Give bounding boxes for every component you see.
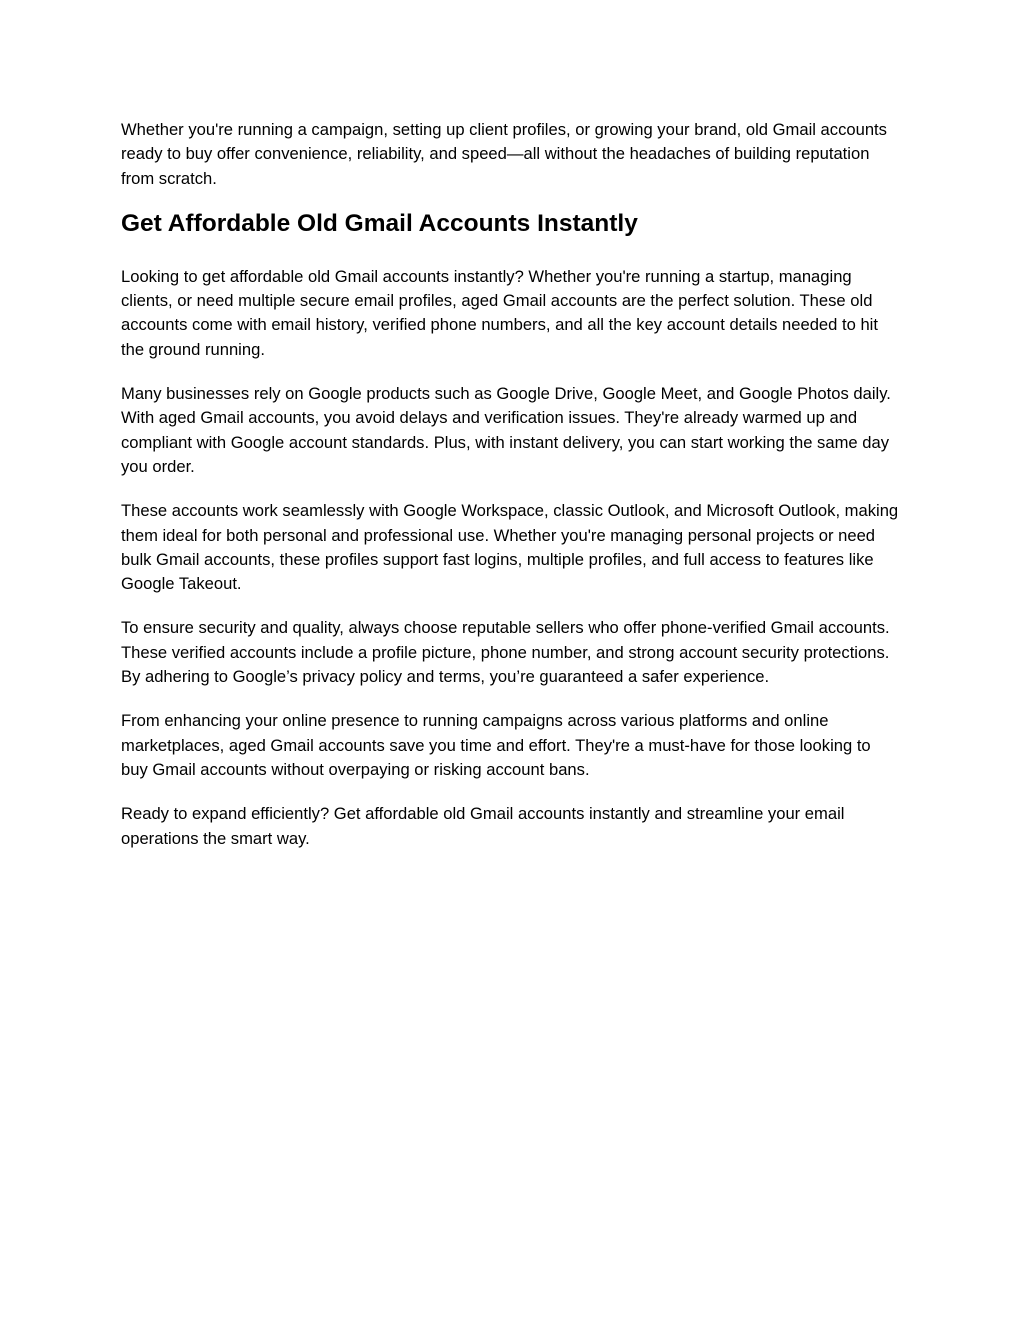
intro-paragraph: Whether you're running a campaign, setting up client profiles, or growing your brand, old Gmail accounts ready to buy offer convenience, reliability, and speed—all without the headaches of building reputation from scratch.	[121, 120, 887, 188]
section-heading: Get Affordable Old Gmail Accounts Instantly	[121, 209, 638, 237]
document-page	[121, 118, 901, 871]
body-paragraph-2: Many businesses rely on Google products such as Google Drive, Google Meet, and Google Photos daily. With aged Gmail accounts, you avoid delays and verification issues. They're already warmed up and compliant with Google account standards. Plus, with instant delivery, you can start working the same day you order.	[121, 384, 891, 476]
body-paragraph-4: To ensure security and quality, always choose reputable sellers who offer phone-verified Gmail accounts. These verified accounts include a profile picture, phone number, and strong account security protections. By adhering to Google’s privacy policy and terms, you’re guaranteed a safer experience.	[121, 618, 890, 687]
body-paragraph-1: Looking to get affordable old Gmail accounts instantly? Whether you're running a startup, managing clients, or need multiple secure email profiles, aged Gmail accounts are the perfect solution. These old accounts come with email history, verified phone numbers, and all the key account details needed to hit the ground running.	[121, 266, 878, 359]
body-paragraph-5: From enhancing your online presence to running campaigns across various platforms and online marketplaces, aged Gmail accounts save you time and effort. They're a must-have for those looking to buy Gmail accounts without overpaying or risking account bans.	[121, 711, 871, 779]
body-paragraph-6: Ready to expand efficiently? Get affordable old Gmail accounts instantly and streamline your email operations the smart way.	[121, 804, 845, 848]
body-paragraph-3: These accounts work seamlessly with Google Workspace, classic Outlook, and Microsoft Outlook, making them ideal for both personal and professional use. Whether you're managing personal projects or need bulk Gmail accounts, these profiles support fast logins, multiple profiles, and full access to features like Google Takeout.	[121, 501, 899, 594]
